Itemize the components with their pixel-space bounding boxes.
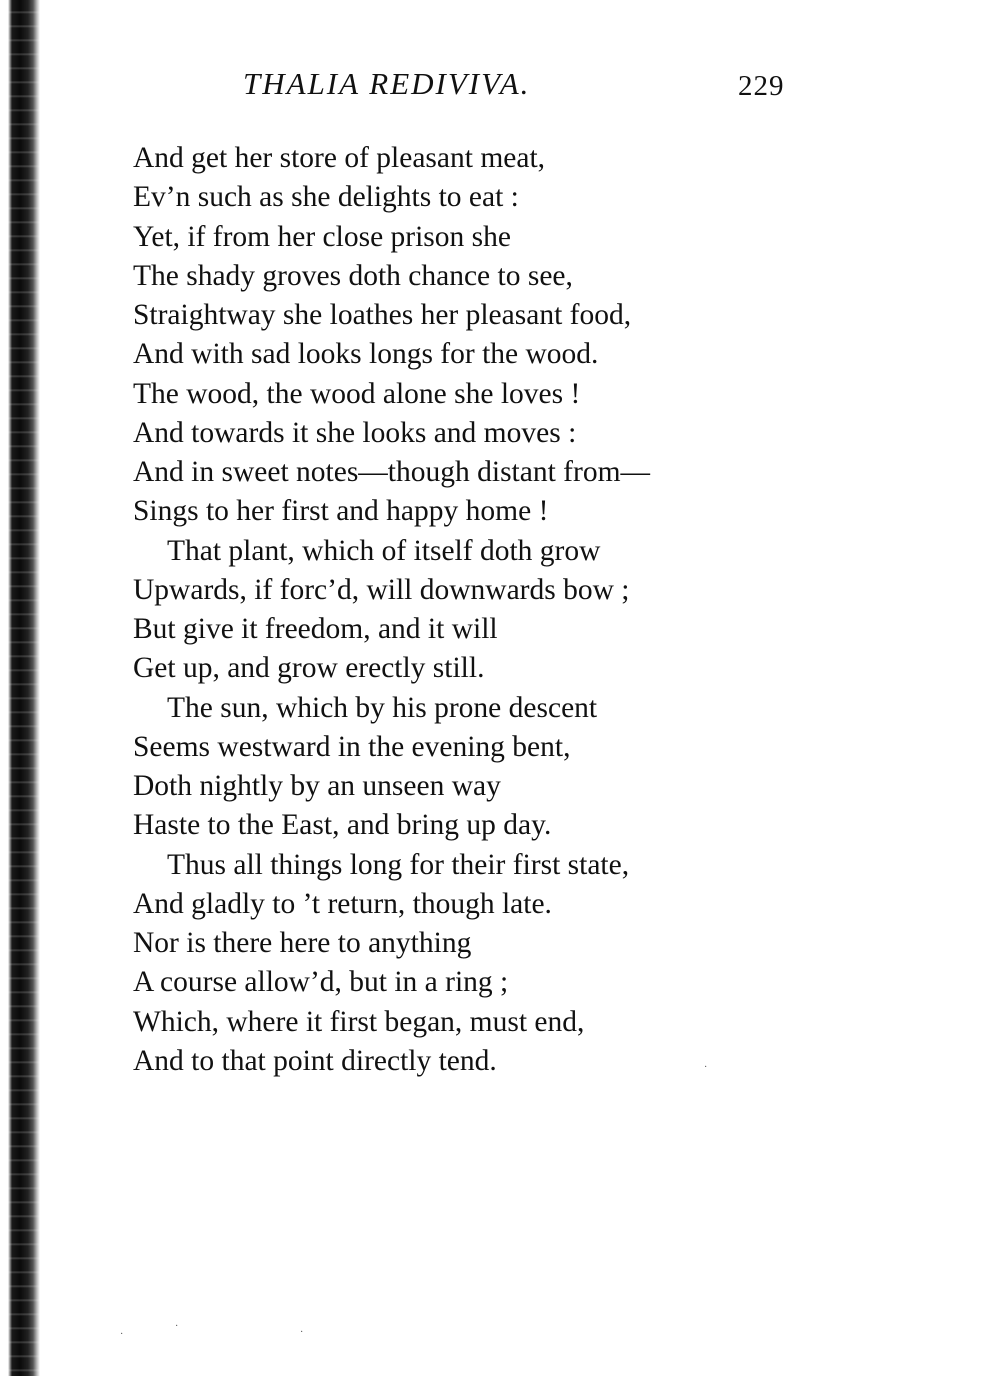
poem-line: The shady groves doth chance to see, xyxy=(133,259,573,292)
running-title: THALIA REDIVIVA. xyxy=(243,66,531,101)
page-number: 229 xyxy=(738,70,785,102)
poem-text xyxy=(133,139,773,1081)
ink-speck: · xyxy=(175,1321,179,1332)
poem-line: That plant, which of itself doth grow xyxy=(167,534,601,567)
poem-line: Ev’n such as she delights to eat : xyxy=(133,181,519,214)
poem-line: And towards it she looks and moves : xyxy=(133,416,577,449)
poem-line: And with sad looks longs for the wood. xyxy=(133,338,599,371)
poem-line: Straightway she loathes her pleasant food, xyxy=(133,299,632,331)
poem-line: Haste to the East, and bring up day. xyxy=(133,809,552,842)
poem-line: Sings to her first and happy home ! xyxy=(133,495,549,528)
poem-line: Thus all things long for their first state, xyxy=(167,848,630,881)
poem-line: And to that point directly tend. xyxy=(133,1044,497,1077)
ink-speck: · xyxy=(120,1329,124,1340)
ink-speck: · xyxy=(300,1327,304,1338)
poem-line: Doth nightly by an unseen way xyxy=(133,770,501,802)
poem-line: Seems westward in the evening bent, xyxy=(133,730,571,763)
poem-line: And gladly to ’t return, though late. xyxy=(133,887,552,920)
poem-line: And in sweet notes—though distant from— xyxy=(133,456,651,488)
poem-line: Upwards, if forc’d, will downwards bow ; xyxy=(133,573,630,606)
ink-speck: · xyxy=(704,1062,708,1073)
poem-line: Yet, if from her close prison she xyxy=(133,220,511,253)
poem-line: And get her store of pleasant meat, xyxy=(133,142,546,174)
binding-speckle xyxy=(0,0,45,1376)
poem-line: Get up, and grow erectly still. xyxy=(133,652,485,685)
running-head xyxy=(0,66,1000,106)
poem-line: The sun, which by his prone descent xyxy=(167,691,598,724)
poem-line: Nor is there here to anything xyxy=(133,927,472,959)
poem-line: Which, where it first began, must end, xyxy=(133,1005,585,1038)
poem-line: The wood, the wood alone she loves ! xyxy=(133,377,581,410)
poem-line: But give it freedom, and it will xyxy=(133,613,498,645)
poem-line: A course allow’d, but in a ring ; xyxy=(133,966,509,999)
